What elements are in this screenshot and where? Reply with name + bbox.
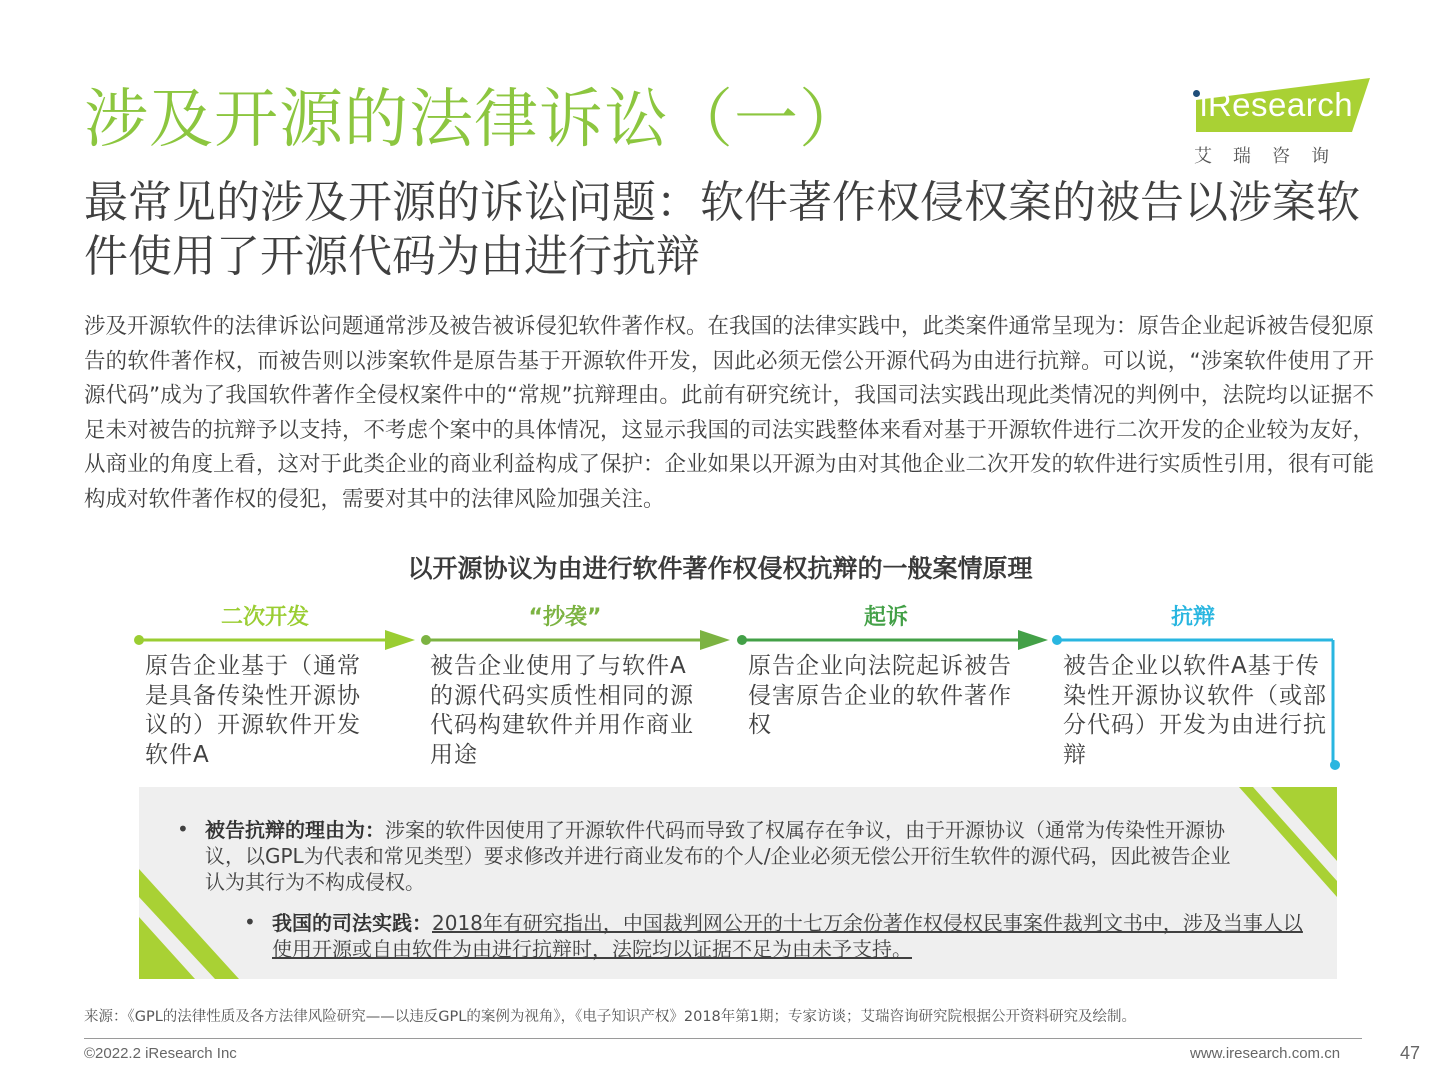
defense-summary-box	[139, 787, 1337, 979]
bullet-judicial-practice	[272, 910, 1307, 962]
step-desc-copying: 被告企业使用了与软件A的源代码实质性相同的源代码构建软件并用作商业用途	[430, 653, 694, 768]
page-subtitle: 最常见的涉及开源的诉讼问题：软件著作权侵权案的被告以涉案软件使用了开源代码为由进行抗辩	[84, 177, 1360, 282]
bullet-1-text: 涉案的软件因使用了开源软件代码而导致了权属存在争议，由于开源协议（通常为传染性开源协议，以GPL为代表和常见类型）要求修改并进行商业发布的个人/企业必须无偿公开衍生软件的源代码，因此被告企业认为其行为不构成侵权。	[205, 818, 1231, 894]
bullet-defense-reason	[205, 817, 1240, 895]
footer-divider	[84, 1038, 1362, 1039]
website-link[interactable]: www.iresearch.com.cn	[1190, 1045, 1341, 1062]
logo-chinese-name: 艾瑞咨询	[1194, 146, 1350, 167]
body-paragraph: 涉及开源软件的法律诉讼问题通常涉及被告被诉侵犯软件著作权。在我国的法律实践中，此类案件通常呈现为：原告企业起诉被告侵犯原告的软件著作权，而被告则以涉案软件是原告基于开源软件开发，因此必须无偿公开源代码为由进行抗辩。可以说，“涉案软件使用了开源代码”成为了我国软件著作全侵权案件中的“常规”抗辩理由。此前有研究统计，我国司法实践出现此类情况的判例中，法院均以证据不足未对被告的抗辩予以支持，不考虑个案中的具体情况，这显示我国的司法实践整体来看对基于开源软件进行二次开发的企业较为友好，从商业的角度上看，这对于此类企业的商业利益构成了保护：企业如果以开源为由对其他企业二次开发的软件进行实质性引用，很有可能构成对软件著作权的侵犯，需要对其中的法律风险加强关注。	[84, 314, 1375, 512]
copyright: ©2022.2 iResearch Inc	[84, 1045, 237, 1062]
bullet-1-heading: 被告抗辩的理由为：	[205, 818, 385, 842]
step-label-lawsuit: 起诉	[863, 605, 908, 630]
logo-text: iResearch	[1200, 86, 1354, 123]
bullet-2-marker: •	[244, 910, 256, 934]
step-label-defense: 抗辩	[1170, 605, 1215, 630]
logo-dot-icon	[1193, 90, 1200, 97]
bullet-2-heading: 我国的司法实践：	[272, 911, 432, 935]
bullet-1-marker: •	[177, 817, 189, 841]
step-label-secondary-dev: 二次开发	[220, 605, 309, 630]
page-title: 涉及开源的法律诉讼（一）	[84, 83, 864, 157]
source-note: 来源：《GPL的法律性质及各方法律风险研究——以违反GPL的案例为视角》，《电子知识产权》2018年第1期；专家访谈；艾瑞咨询研究院根据公开资料研究及绘制。	[84, 1009, 1136, 1025]
step-desc-secondary-dev: 原告企业基于（通常是具备传染性开源协议的）开源软件开发软件A	[145, 653, 361, 768]
step-label-copying: “抄袭”	[528, 605, 602, 630]
step-desc-lawsuit: 原告企业向法院起诉被告侵害原告企业的软件著作权	[748, 653, 1012, 738]
diagram-title: 以开源协议为由进行软件著作权侵权抗辩的一般案情原理	[407, 554, 1033, 583]
bullet-2-text: 2018年有研究指出，中国裁判网公开的十七万余份著作权侵权民事案件裁判文书中，涉及当事人以使用开源或自由软件为由进行抗辩时，法院均以证据不足为由未予支持。	[272, 911, 1303, 961]
step-desc-defense: 被告企业以软件A基于传染性开源协议软件（或部分代码）开发为由进行抗辩	[1063, 653, 1327, 768]
page-number: 47	[1400, 1043, 1421, 1063]
